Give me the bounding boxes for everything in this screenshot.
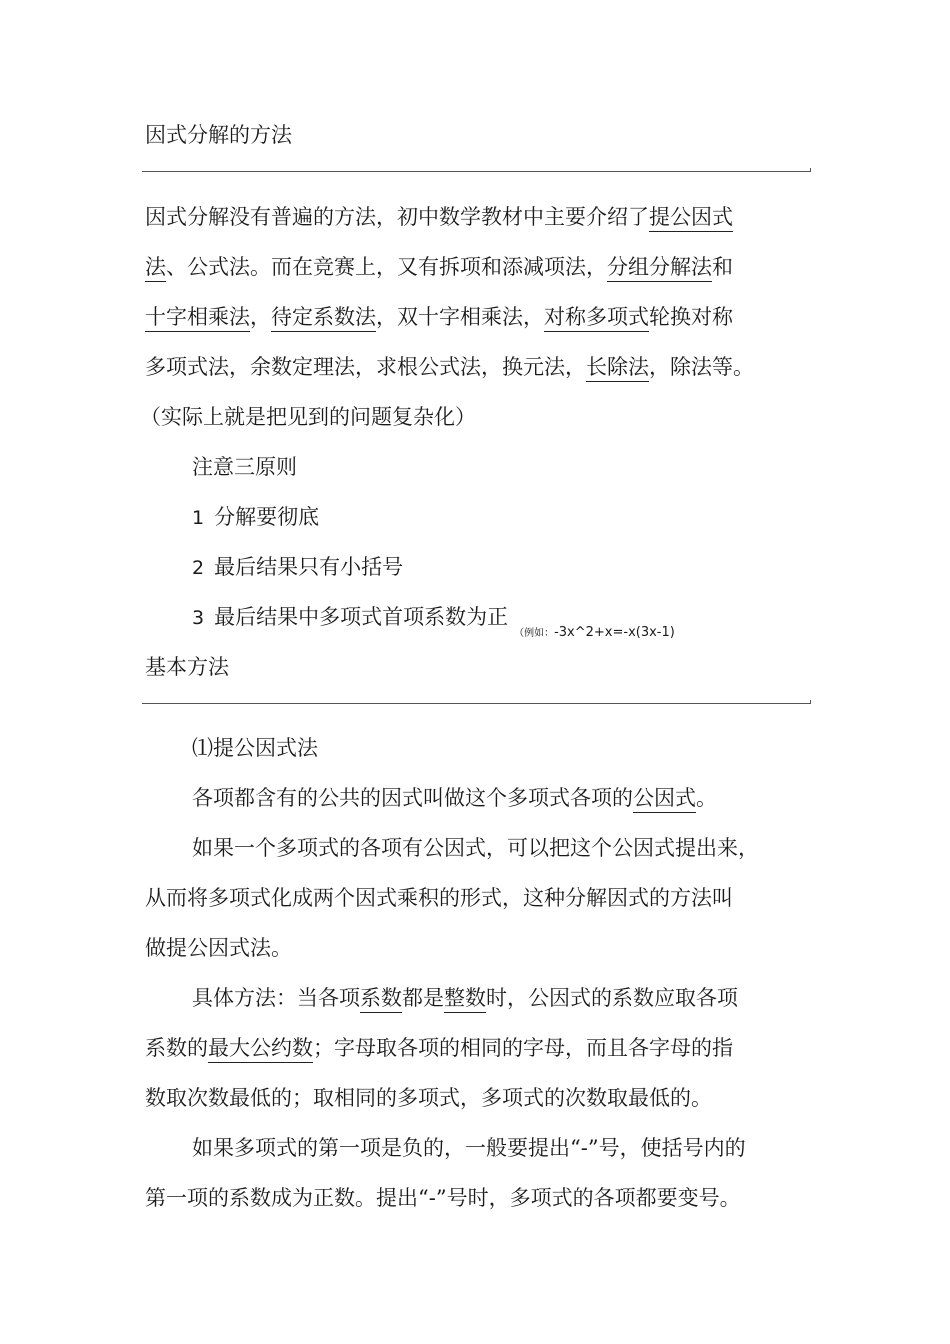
link-term[interactable]: 长除法 xyxy=(586,355,649,382)
link-term[interactable]: 待定系数法 xyxy=(271,305,376,332)
para-text: ；字母取各项的相同的字母，而且各字母的指 xyxy=(313,1036,733,1060)
para-text: 都是 xyxy=(402,986,444,1010)
intro-line-3 xyxy=(145,303,733,331)
paragraph-4-line: 如果多项式的第一项是负的，一般要提出“-”号，使括号内的 xyxy=(192,1136,746,1160)
intro-text: 和 xyxy=(712,255,733,279)
intro-text: 、公式法。而在竞赛上，又有拆项和添减项法， xyxy=(166,255,607,279)
doc-title: 因式分解的方法 xyxy=(145,123,292,147)
basic-heading: 基本方法 xyxy=(145,655,229,679)
intro-text: 多项式法，余数定理法，求根公式法，换元法， xyxy=(145,355,586,379)
intro-line-1 xyxy=(145,203,733,231)
intro-text: ，双十字相乘法， xyxy=(376,305,544,329)
link-term[interactable]: 法 xyxy=(145,255,166,282)
item-number: 2 xyxy=(192,557,205,579)
para-text: 系数的 xyxy=(145,1036,208,1060)
subsection-title: ⑴提公因式法 xyxy=(192,736,318,760)
item-text: 最后结果中多项式首项系数为正 xyxy=(214,605,509,629)
paragraph-3-line xyxy=(192,984,738,1012)
example-prefix: （例如： xyxy=(514,628,555,639)
intro-line-5: （实际上就是把见到的问题复杂化） xyxy=(140,405,476,429)
example-formula: -3x^2+x=-x(3x-1) xyxy=(554,625,675,640)
intro-text: ， xyxy=(250,305,271,329)
basic-rule xyxy=(142,703,810,704)
principle-item xyxy=(192,503,319,532)
intro-line-2 xyxy=(145,253,733,281)
example-note xyxy=(514,625,675,640)
paragraph-3-line: 数取次数最低的；取相同的多项式，多项式的次数取最低的。 xyxy=(145,1086,712,1110)
link-term[interactable]: 系数 xyxy=(360,986,402,1013)
intro-text: 因式分解没有普遍的方法，初中数学教材中主要介绍了 xyxy=(145,205,649,229)
intro-line-4 xyxy=(145,353,754,381)
principle-item xyxy=(192,553,403,582)
item-text: 分解要彻底 xyxy=(214,505,320,529)
link-term[interactable]: 十字相乘法 xyxy=(145,305,250,332)
principles-heading: 注意三原则 xyxy=(192,455,297,479)
intro-text: 轮换对称 xyxy=(649,305,733,329)
item-text: 最后结果只有小括号 xyxy=(214,555,404,579)
title-rule xyxy=(142,171,810,172)
link-term[interactable]: 提公因式 xyxy=(649,205,733,232)
principle-item xyxy=(192,603,675,640)
link-term[interactable]: 对称多项式 xyxy=(544,305,649,332)
paragraph-2-line: 如果一个多项式的各项有公因式，可以把这个公因式提出来， xyxy=(192,836,759,860)
link-term[interactable]: 最大公约数 xyxy=(208,1036,313,1063)
para-text: 时，公因式的系数应取各项 xyxy=(486,986,738,1010)
paragraph-2-line: 从而将多项式化成两个因式乘积的形式，这种分解因式的方法叫 xyxy=(145,886,733,910)
link-term[interactable]: 整数 xyxy=(444,986,486,1013)
intro-text: ，除法等。 xyxy=(649,355,754,379)
paragraph-1 xyxy=(192,784,717,812)
para-text: 。 xyxy=(696,786,717,810)
link-term[interactable]: 分组分解法 xyxy=(607,255,712,282)
item-number: 3 xyxy=(192,607,205,629)
paragraph-3-line xyxy=(145,1034,733,1062)
link-term[interactable]: 公因式 xyxy=(633,786,696,813)
para-text: 具体方法：当各项 xyxy=(192,986,360,1010)
para-text: 各项都含有的公共的因式叫做这个多项式各项的 xyxy=(192,786,633,810)
item-number: 1 xyxy=(192,507,205,529)
paragraph-4-line: 第一项的系数成为正数。提出“-”号时，多项式的各项都要变号。 xyxy=(145,1186,741,1210)
paragraph-2-line: 做提公因式法。 xyxy=(145,936,292,960)
